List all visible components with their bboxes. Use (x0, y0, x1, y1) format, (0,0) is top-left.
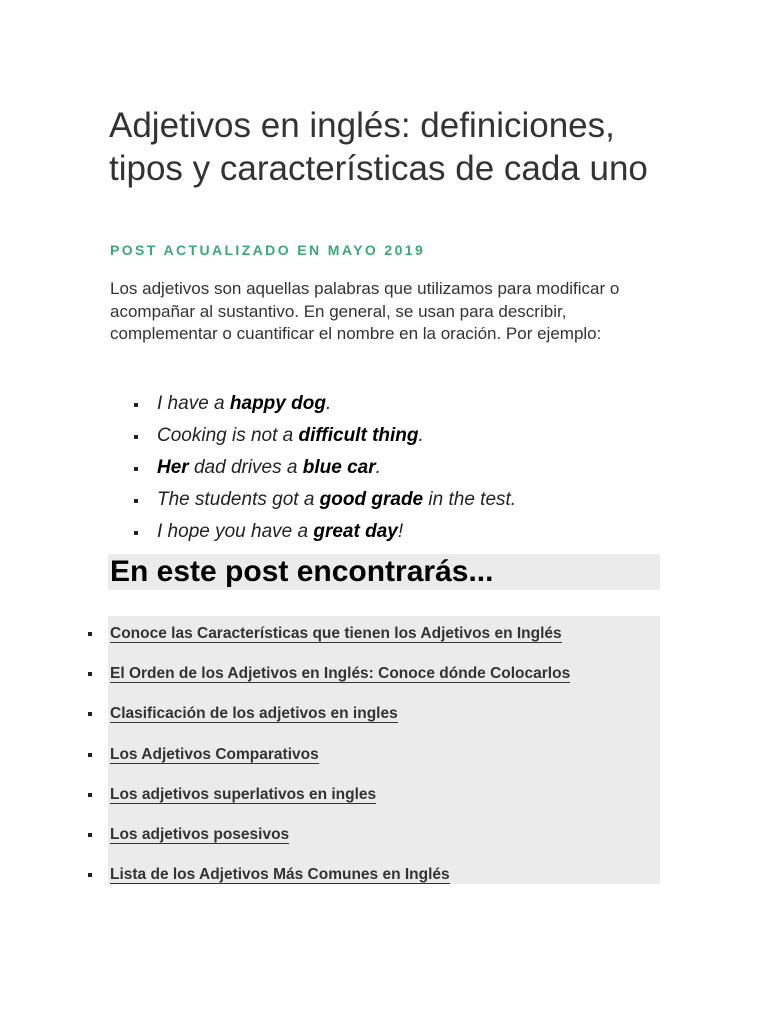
example-text: The students got a (157, 489, 320, 510)
table-of-contents (86, 622, 570, 903)
bullet-icon (88, 833, 92, 837)
toc-link-posesivos[interactable]: Los adjetivos posesivos (110, 825, 290, 843)
example-text: Cooking is not a (157, 425, 299, 446)
example-adjective-phrase: difficult thing (298, 425, 419, 446)
bullet-icon (134, 467, 138, 471)
toc-link-lista-comunes[interactable]: Lista de los Adjetivos Más Comunes en Inglés (110, 866, 450, 884)
example-text: dad drives a (188, 457, 303, 478)
toc-link-caracteristicas[interactable]: Conoce las Características que tienen los Adjetivos en Inglés (110, 625, 562, 642)
example-text: . (375, 457, 381, 478)
example-text: I hope you have a (157, 521, 314, 542)
example-item (134, 454, 516, 486)
example-text: . (418, 425, 424, 446)
toc-link-clasificacion[interactable]: Clasificación de los adjetivos en ingles (110, 705, 398, 723)
toc-item (86, 743, 570, 783)
example-text: I have a (157, 393, 230, 414)
toc-link-comparativos[interactable]: Los Adjetivos Comparativos (110, 745, 319, 763)
example-item (134, 518, 516, 550)
example-item (134, 486, 516, 518)
bullet-icon (134, 435, 138, 439)
bullet-icon (88, 672, 92, 676)
bullet-icon (88, 632, 92, 636)
example-pronoun: Her (157, 457, 189, 478)
bullet-icon (88, 793, 92, 797)
bullet-icon (134, 403, 138, 407)
example-adjective-phrase: blue car (302, 457, 376, 478)
bullet-icon (88, 712, 92, 716)
toc-item (86, 823, 570, 863)
example-text: in the test. (423, 489, 517, 510)
example-text: ! (397, 521, 404, 542)
toc-item (86, 622, 570, 662)
example-adjective-phrase: happy dog (229, 393, 326, 414)
example-text: . (325, 393, 332, 414)
toc-item (86, 783, 570, 823)
bullet-icon (88, 753, 92, 757)
toc-item (86, 702, 570, 742)
examples-list (134, 390, 516, 550)
toc-link-orden[interactable]: El Orden de los Adjetivos en Inglés: Conoce dónde Colocarlos (110, 665, 571, 683)
intro-paragraph: Los adjetivos son aquellas palabras que utilizamos para modificar o acompañar al sustantivo. En general, se usan para describir, complementar o cuantificar el nombre en la oración. Por ejemplo: (110, 279, 620, 343)
bullet-icon (88, 873, 92, 877)
example-adjective-phrase: great day (313, 521, 398, 542)
example-item (134, 390, 516, 422)
article-title: Adjetivos en inglés: definiciones, tipos y características de cada uno (109, 106, 648, 188)
toc-heading: En este post encontrarás... (110, 555, 494, 588)
example-adjective-phrase: good grade (319, 489, 424, 510)
toc-item (86, 662, 570, 702)
updated-date-label: POST ACTUALIZADO EN MAYO 2019 (110, 242, 426, 258)
bullet-icon (134, 531, 138, 535)
bullet-icon (134, 499, 138, 503)
example-item (134, 422, 516, 454)
toc-item (86, 863, 570, 903)
toc-link-superlativos[interactable]: Los adjetivos superlativos en ingles (110, 785, 377, 803)
